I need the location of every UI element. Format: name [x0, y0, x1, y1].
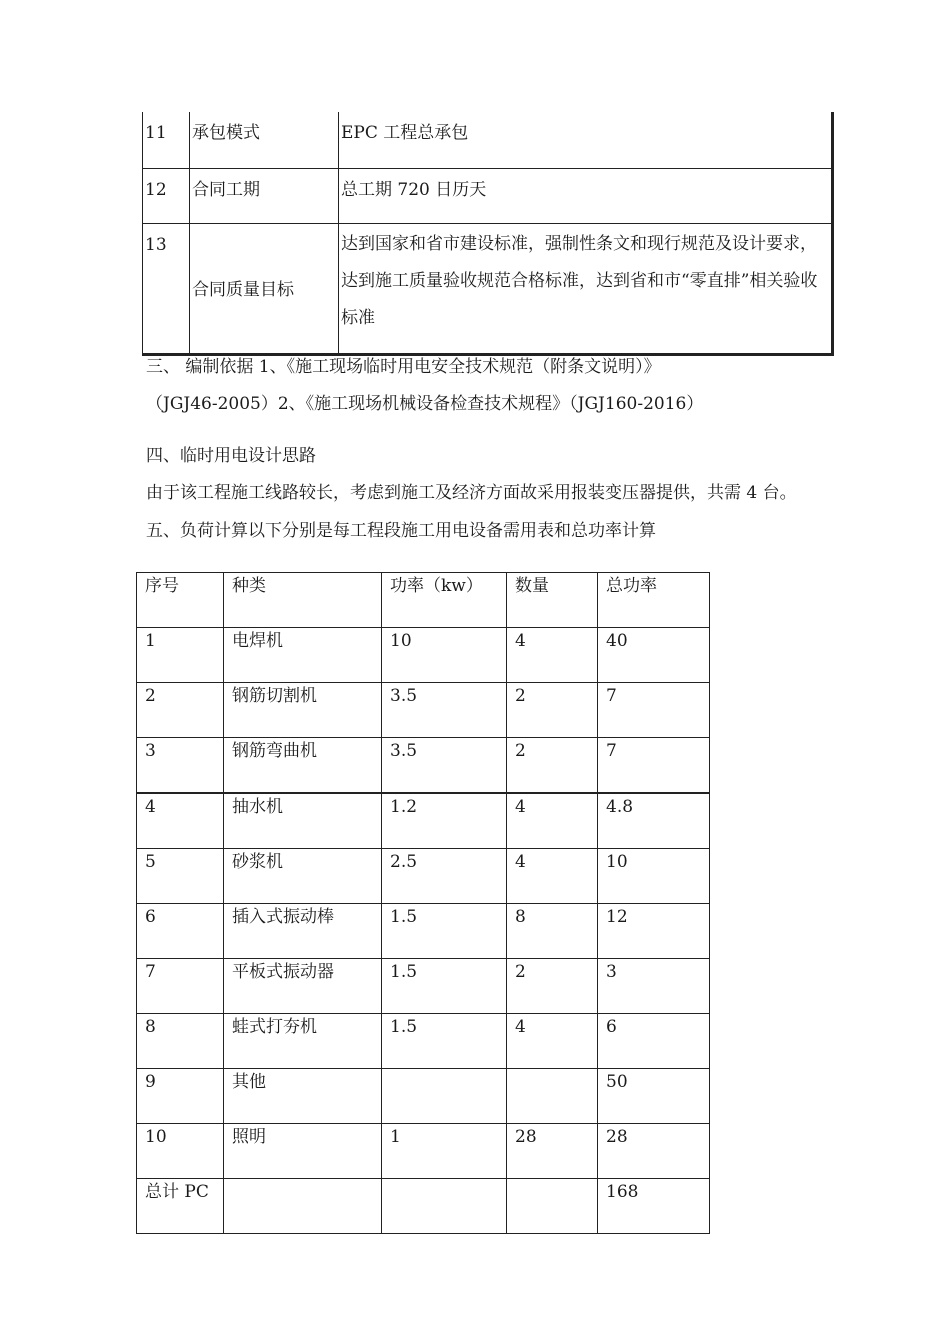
- load-calculation-table: [136, 572, 710, 1234]
- table-cell: 6: [137, 904, 224, 959]
- table-cell: 钢筋切割机: [224, 683, 382, 738]
- table-cell: [224, 1179, 382, 1234]
- table-row: [143, 169, 833, 224]
- table-cell: 10: [137, 1124, 224, 1179]
- table-header-row: [137, 573, 710, 628]
- row-item: 合同工期: [190, 169, 339, 224]
- table-row: [137, 1014, 710, 1069]
- section-heading: 四、临时用电设计思路: [146, 446, 316, 466]
- table-cell: 插入式振动棒: [224, 904, 382, 959]
- table-cell: 1.5: [382, 959, 507, 1014]
- table-cell: 40: [598, 628, 710, 683]
- table-cell: 2.5: [382, 849, 507, 904]
- table-cell: 8: [137, 1014, 224, 1069]
- table-cell: 钢筋弯曲机: [224, 738, 382, 794]
- basis-line-1: 三、 编制依据 1、《施工现场临时用电安全技术规范（附条文说明）》: [146, 357, 661, 377]
- table-cell: 1: [137, 628, 224, 683]
- table-cell: 7: [137, 959, 224, 1014]
- table-cell: 其他: [224, 1069, 382, 1124]
- design-paragraph: 由于该工程施工线路较长，考虑到施工及经济方面故采用报装变压器提供，共需 4 台。五、负荷计算以下分别是每工程段施工用电设备需用表和总功率计算: [146, 483, 797, 541]
- table-cell: 1.5: [382, 1014, 507, 1069]
- table-cell: 2: [507, 683, 598, 738]
- table-cell: 4: [507, 849, 598, 904]
- table-cell: 10: [382, 628, 507, 683]
- table-cell: 照明: [224, 1124, 382, 1179]
- table-row: [137, 959, 710, 1014]
- table-cell: 总计 PC: [137, 1179, 224, 1234]
- column-header: 功率（kw）: [382, 573, 507, 628]
- table-cell: 3.5: [382, 683, 507, 738]
- table-cell: 4: [137, 793, 224, 849]
- table-row: [137, 793, 710, 849]
- table-cell: 蛙式打夯机: [224, 1014, 382, 1069]
- table-cell: 2: [507, 738, 598, 794]
- table-cell: 电焊机: [224, 628, 382, 683]
- table-cell: [382, 1179, 507, 1234]
- table-cell: 12: [598, 904, 710, 959]
- table-total-row: [137, 1179, 710, 1234]
- table-cell: 5: [137, 849, 224, 904]
- table-cell: 7: [598, 683, 710, 738]
- table-cell: 2: [137, 683, 224, 738]
- table-cell: 砂浆机: [224, 849, 382, 904]
- table-cell: 抽水机: [224, 793, 382, 849]
- table-cell: [507, 1179, 598, 1234]
- table-cell: 1.2: [382, 793, 507, 849]
- row-number: 11: [143, 112, 190, 169]
- column-header: 数量: [507, 573, 598, 628]
- table-cell: 9: [137, 1069, 224, 1124]
- row-value: 达到国家和省市建设标准，强制性条文和现行规范及设计要求，达到施工质量验收规范合格标准，达到省和市“零直排”相关验收标准: [339, 224, 833, 355]
- table-cell: 2: [507, 959, 598, 1014]
- table-cell: 7: [598, 738, 710, 794]
- table-cell: 3: [137, 738, 224, 794]
- table-row: [143, 112, 833, 169]
- table-row: [143, 224, 833, 355]
- column-header: 序号: [137, 573, 224, 628]
- row-value: 总工期 720 日历天: [339, 169, 833, 224]
- column-header: 种类: [224, 573, 382, 628]
- table-cell: 10: [598, 849, 710, 904]
- table-cell: 4: [507, 1014, 598, 1069]
- table-cell: 28: [598, 1124, 710, 1179]
- column-header: 总功率: [598, 573, 710, 628]
- table-cell: 50: [598, 1069, 710, 1124]
- table-row: [137, 683, 710, 738]
- table-cell: 4.8: [598, 793, 710, 849]
- table-cell: 3: [598, 959, 710, 1014]
- table-cell: 6: [598, 1014, 710, 1069]
- table-cell: 4: [507, 628, 598, 683]
- table-cell: 1.5: [382, 904, 507, 959]
- table-row: [137, 628, 710, 683]
- basis-line-2: （JGJ46-2005）2、《施工现场机械设备检查技术规程》（JGJ160-2016）: [146, 394, 704, 414]
- table-cell: 8: [507, 904, 598, 959]
- table-cell: 28: [507, 1124, 598, 1179]
- row-item: 合同质量目标: [190, 224, 339, 355]
- row-number: 12: [143, 169, 190, 224]
- table-row: [137, 738, 710, 794]
- table-cell: [382, 1069, 507, 1124]
- table-cell: 1: [382, 1124, 507, 1179]
- row-number: 13: [143, 224, 190, 355]
- table-row: [137, 904, 710, 959]
- table-cell: 3.5: [382, 738, 507, 794]
- contract-info-table: [142, 112, 834, 356]
- table-cell: 168: [598, 1179, 710, 1234]
- row-value: EPC 工程总承包: [339, 112, 833, 169]
- table-row: [137, 1124, 710, 1179]
- row-item: 承包模式: [190, 112, 339, 169]
- table-row: [137, 849, 710, 904]
- table-row: [137, 1069, 710, 1124]
- table-cell: [507, 1069, 598, 1124]
- table-cell: 4: [507, 793, 598, 849]
- table-cell: 平板式振动器: [224, 959, 382, 1014]
